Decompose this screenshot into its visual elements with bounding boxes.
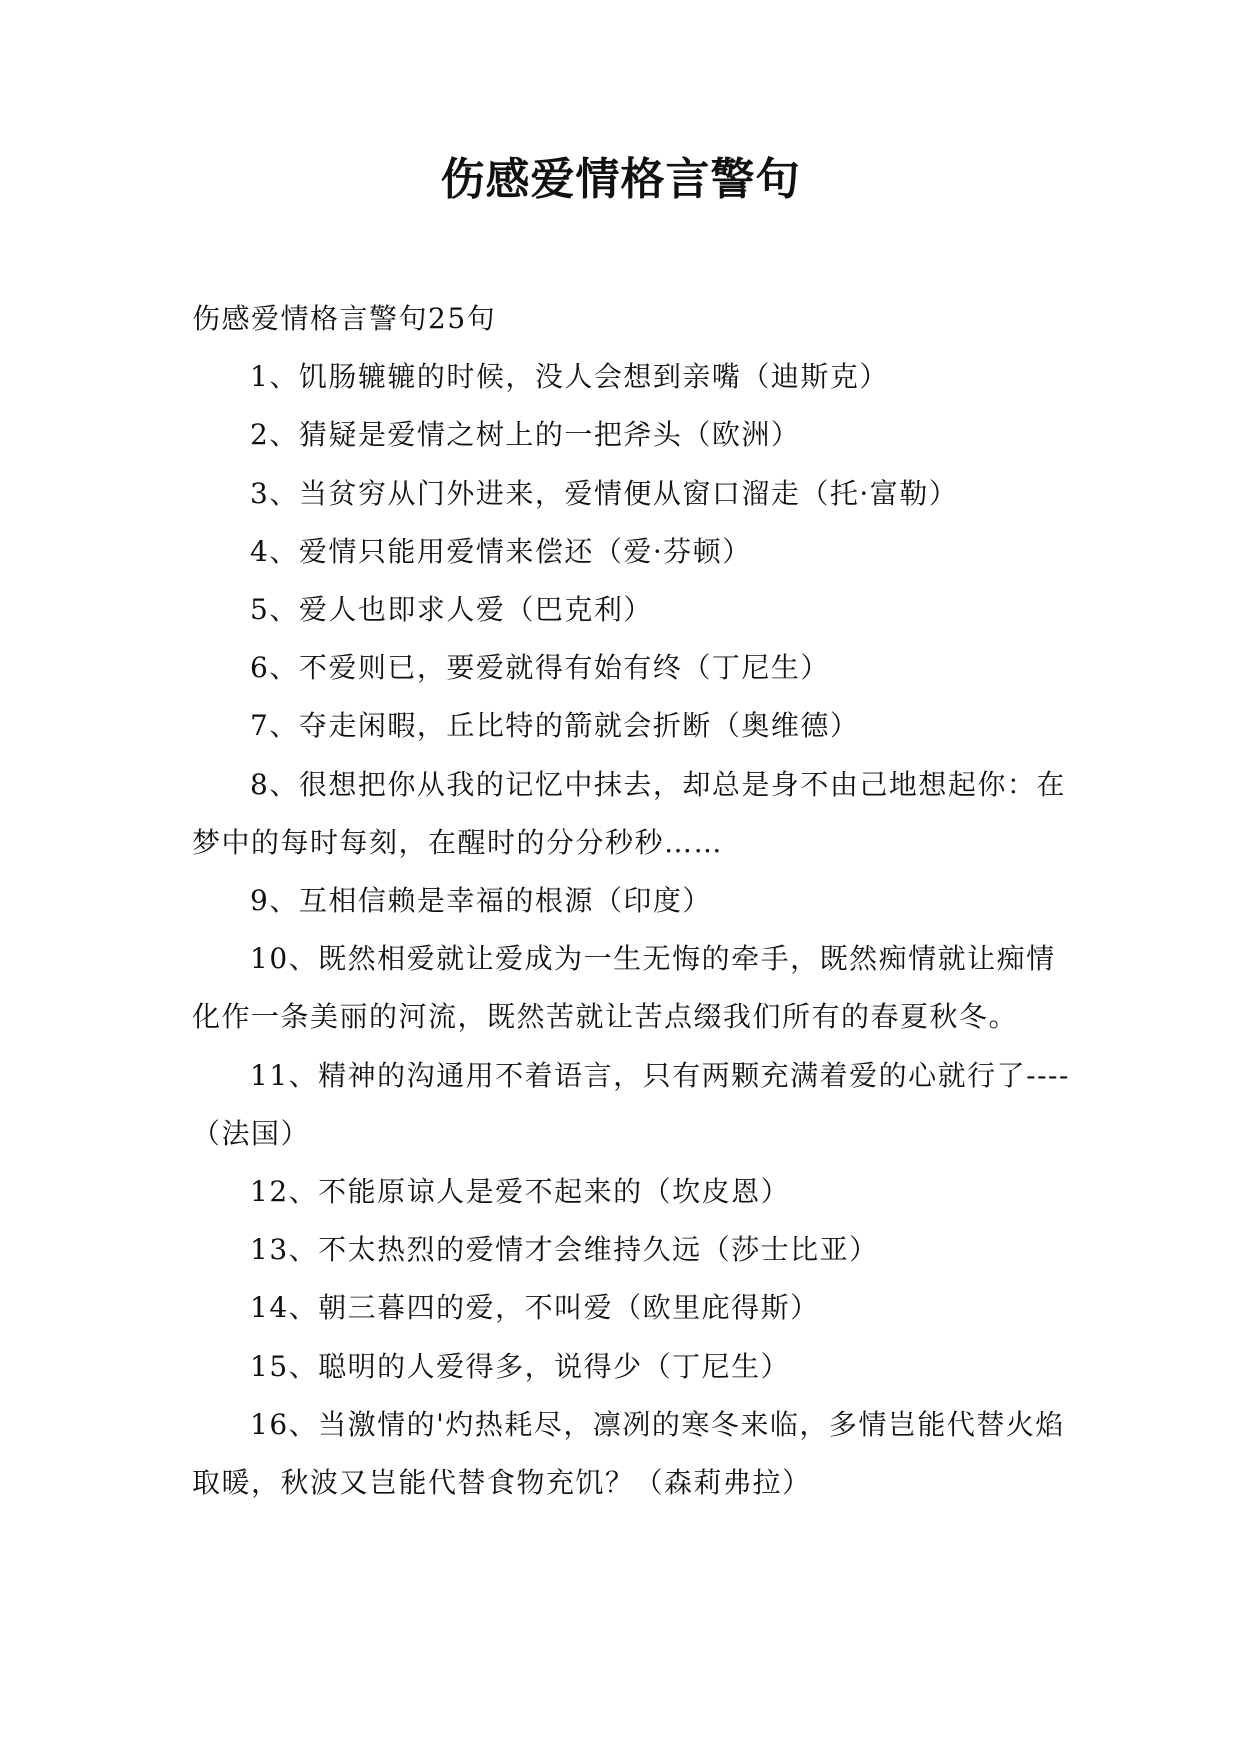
quote-item-9: 9、互相信赖是幸福的根源（印度） [250,884,712,918]
quote-item-13: 13、不太热烈的爱情才会维持久远（莎士比亚） [250,1233,879,1267]
quote-item-15: 15、聪明的人爱得多，说得少（丁尼生） [250,1349,791,1383]
quote-item-12: 12、不能原谅人是爱不起来的（坎皮恩） [250,1175,791,1209]
quote-item-1: 1、饥肠辘辘的时候，没人会想到亲嘴（迪斯克） [250,360,889,394]
quote-item-2: 2、猜疑是爱情之树上的一把斧头（欧洲） [250,418,801,452]
quote-item-6: 6、不爱则已，要爱就得有始有终（丁尼生） [250,651,830,685]
quote-item-14: 14、朝三暮四的爱，不叫爱（欧里庇得斯） [250,1291,820,1325]
quote-item-3: 3、当贫穷从门外进来，爱情便从窗口溜走（托·富勒） [250,476,959,510]
quote-item-5: 5、爱人也即求人爱（巴克利） [250,593,653,627]
quote-item-16: 16、当激情的'灼热耗尽，凛冽的寒冬来临，多情岂能代替火焰取暖，秋波又岂能代替食物充饥？（森莉弗拉） [192,1407,1065,1500]
quote-item-10: 10、既然相爱就让爱成为一生无悔的牵手，既然痴情就让痴情化作一条美丽的河流，既然苦就让苦点缀我们所有的春夏秋冬。 [192,942,1056,1034]
document-body [192,290,1072,1512]
page-title: 伤感爱情格言警句 [440,154,801,205]
quote-item-4: 4、爱情只能用爱情来偿还（爱·芬顿） [250,534,752,568]
quote-item-8: 8、很想把你从我的记忆中抹去，却总是身不由己地想起你：在梦中的每时每刻，在醒时的分分秒秒…… [192,767,1066,859]
quote-item-11: 11、精神的沟通用不着语言，只有两颗充满着爱的心就行了----（法国） [192,1058,1070,1150]
intro-line: 伤感爱情格言警句25句 [192,302,497,335]
quote-item-7: 7、夺走闲暇，丘比特的箭就会折断（奥维德） [250,709,860,743]
